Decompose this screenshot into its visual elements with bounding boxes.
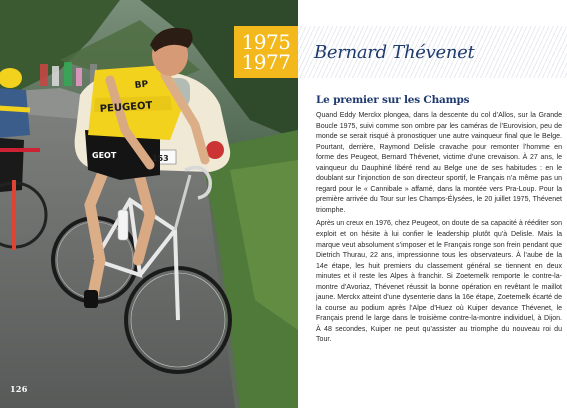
page-title: Bernard Thévenet (314, 41, 475, 63)
page-number: 126 (10, 384, 28, 394)
section-heading: Le premier sur les Champs (316, 94, 470, 106)
year-start: 1975 (241, 30, 291, 54)
article-paragraph-2: Après un creux en 1976, chez Peugeot, on doute de sa capacité à rééditer son exploit et on hésite à lui confier le leadership plutôt qu’à Delisle. Mais la marque veut absolument s’imposer et le Français ronge son frein pendant que Dietrich Thurau, 22 ans, impressionne tous les observateurs. À l’aube de la 14e étape, les huit premiers du classement général se tiennent en deux minutes et il reste les Alpes à franchir. Si Zoetemelk remporte le contre-la-montre d’Avoriaz, Thévenet réussit la bonne opération en revêtant le maillot jaune. Merckx atteint d’une dysenterie dans la 16e étape, Zoetemelk écarté de la course au podium après l’Alpe d’Huez où Kuiper devance Thévenet, le Français prend le large dans le troisième contre-la-montre individuel, à Dijon. À 48 secondes, Kuiper ne peut qu’assister au triomphe du nouveau roi du Tour. (316, 220, 562, 344)
article-paragraph-1: Quand Eddy Merckx plongea, dans la descente du col d’Allos, sur la Grande Boucle 1975, suivi comme son ombre par les caméras de l’Eurovision, peu de monde se serait risqué à pronostiquer une autre vainqueur final que le Belge. Pourtant, derrière, Raymond Delisle cravache pour remonter l’homme en forme des Peugeot, Bernard Thévenet, victime d’une crevaison. À 27 ans, le vainqueur du Dauphiné libéré rend au Belge une de ses habitudes : en le doublant sur l’injonction de son directeur sportif, le Français n’a même pas un regard pour le « Cannibale » affamé, dans la montée vers Pra-Loup. Pour la première arrivée du Tour sur les Champs-Élysées, le 20 juillet 1975, Thévenet triomphe. (316, 112, 562, 214)
jersey-text-peugeot: PEUGEOT (99, 100, 153, 115)
article-body (316, 111, 562, 349)
year-end: 1977 (241, 50, 291, 74)
shorts-text: GEOT (92, 151, 117, 160)
title-band (298, 26, 567, 78)
year-badge (234, 26, 298, 78)
frame-plate: 153 (152, 154, 169, 163)
jersey-text-bp: BP (134, 79, 149, 91)
